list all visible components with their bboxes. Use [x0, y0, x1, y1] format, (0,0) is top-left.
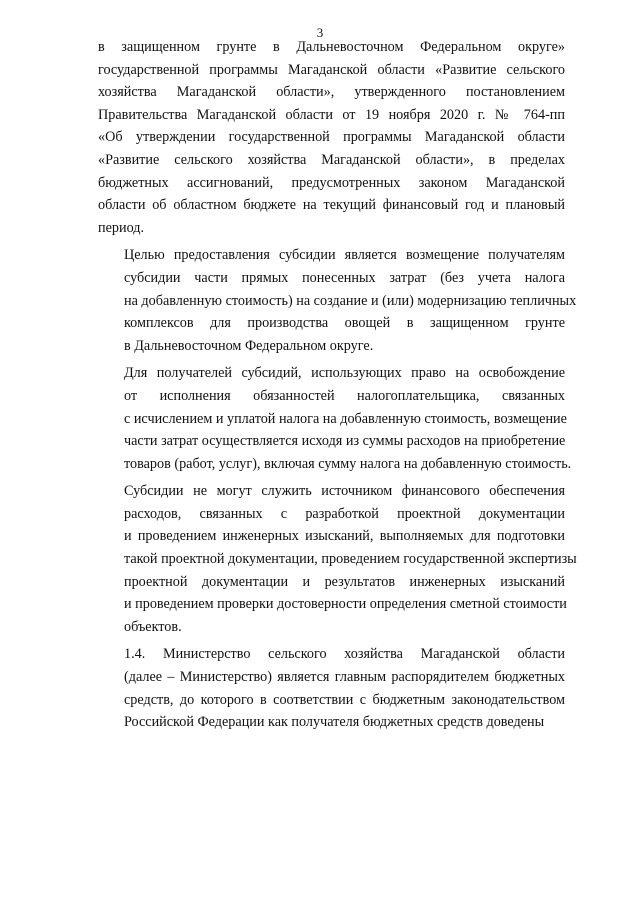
text-line: период.	[98, 219, 145, 236]
text-line: в защищенном грунте в Дальневосточном Федеральном округе»	[98, 39, 565, 55]
paragraph	[98, 36, 565, 239]
text-line: бюджетных ассигнований, предусмотренных законом Магаданской	[98, 174, 565, 191]
text-line: Целью предоставления субсидии является возмещение получателям	[124, 247, 565, 264]
text-line: (далее – Министерство) является главным распорядителем бюджетных	[124, 669, 565, 686]
text-line: области об областном бюджете на текущий финансовый год и плановый	[98, 197, 565, 214]
text-line: с исчислением и уплатой налога на добавленную стоимость, возмещение	[124, 410, 567, 427]
paragraph	[98, 362, 572, 475]
text-line: Российской Федерации как получателя бюджетных средств доведены	[124, 714, 545, 731]
page-number: 3	[316, 25, 324, 40]
text-line: 1.4. Министерство сельского хозяйства Магаданской области	[124, 646, 565, 663]
text-line: от исполнения обязанностей налогоплательщика, связанных	[124, 387, 565, 404]
text-line: такой проектной документации, проведением государственной экспертизы	[124, 551, 577, 568]
text-line: «Развитие сельского хозяйства Магаданской области», в пределах	[98, 151, 565, 168]
text-line: проектной документации и результатов инженерных изысканий	[124, 573, 565, 590]
text-line: «Об утверждении государственной программы Магаданской области	[98, 129, 565, 146]
text-line: части затрат осуществляется исходя из суммы расходов на приобретение	[124, 433, 566, 450]
text-line: Правительства Магаданской области от 19 ноября 2020 г. № 764-пп	[98, 106, 565, 123]
text-line: и проведением инженерных изысканий, выполняемых для подготовки	[124, 528, 565, 545]
paragraph	[98, 480, 577, 638]
text-line: Для получателей субсидий, использующих право на освобождение	[124, 365, 565, 382]
text-line: государственной программы Магаданской области «Развитие сельского	[98, 61, 565, 78]
text-line: хозяйства Магаданской области», утвержденного постановлением	[98, 84, 565, 101]
text-line: средств, до которого в соответствии с бюджетным законодательством	[124, 691, 565, 708]
text-line: субсидии части прямых понесенных затрат (без учета налога	[124, 269, 565, 286]
paragraph	[98, 643, 565, 733]
paragraph	[98, 244, 577, 357]
document-body	[98, 36, 577, 734]
text-line: и проведением проверки достоверности определения сметной стоимости	[124, 596, 567, 613]
text-line: объектов.	[124, 618, 182, 635]
text-line: комплексов для производства овощей в защищенном грунте	[124, 315, 565, 332]
text-line: в Дальневосточном Федеральном округе.	[124, 337, 374, 354]
text-line: Субсидии не могут служить источником финансового обеспечения	[124, 483, 565, 500]
text-line: товаров (работ, услуг), включая сумму налога на добавленную стоимость.	[124, 455, 572, 472]
text-line: расходов, связанных с разработкой проектной документации	[124, 505, 565, 522]
text-line: на добавленную стоимость) на создание и (или) модернизацию тепличных	[124, 292, 577, 309]
